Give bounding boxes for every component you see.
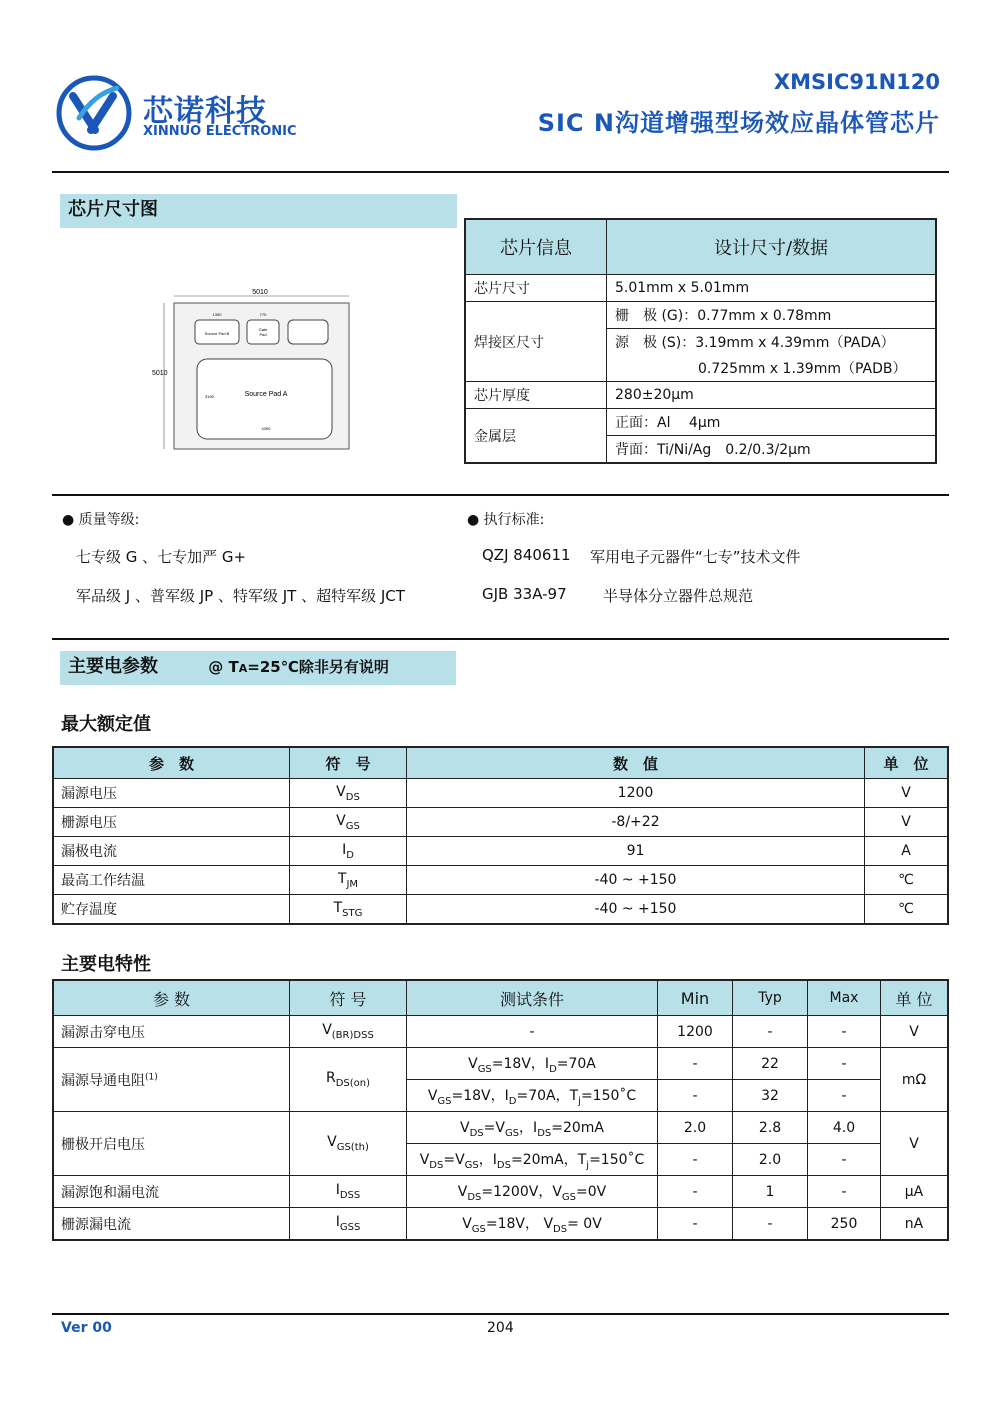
pad-source-b-value: 0.725mm x 1.39mm（PADB） [607, 355, 937, 382]
table-row [53, 895, 948, 925]
max-value: 1200 [407, 779, 865, 808]
table-row [53, 1048, 948, 1080]
max-value: -8/+22 [407, 808, 865, 837]
symbol-main: V [336, 783, 346, 800]
characteristics-title: 主要电特性 [61, 954, 151, 975]
symbol-sub: DS [345, 791, 360, 803]
char-max: - [808, 1176, 881, 1208]
params-condition-prefix: @ T [208, 658, 239, 676]
char-param: 漏源击穿电压 [53, 1016, 290, 1048]
char-min: - [658, 1080, 733, 1112]
char-min: 2.0 [658, 1112, 733, 1144]
chip-section-title: 芯片尺寸图 [60, 194, 457, 228]
pad-gate-label-b: Pad [259, 332, 267, 337]
char-max: - [808, 1144, 881, 1176]
char-param: 漏源饱和漏电流 [53, 1176, 290, 1208]
char-unit: mΩ [881, 1048, 949, 1112]
thickness-value: 280±20μm [607, 382, 937, 409]
char-header-symbol: 符 号 [290, 980, 407, 1016]
table-row [53, 1176, 948, 1208]
max-param: 漏源电压 [53, 779, 290, 808]
max-unit: A [865, 837, 949, 866]
standard-text-1: 军用电子元器件“七专”技术文件 [590, 548, 801, 566]
quality-line-2: 军品级 J 、普军级 JP 、特军级 JT 、超特军级 JCT [76, 587, 405, 605]
symbol-sub: GSS [339, 1221, 361, 1233]
char-min: - [658, 1176, 733, 1208]
pad-gate-value: 栅 极 (G)：0.77mm x 0.78mm [607, 302, 937, 329]
char-condition: $V_{DS}=V_{GS}$，$I_{DS}=20mA$ [407, 1112, 658, 1144]
metal-back-value: 背面：Ti/Ni/Ag 0.2/0.3/2μm [607, 436, 937, 464]
char-param: 栅极开启电压 [53, 1112, 290, 1176]
symbol-sub: GS(th) [336, 1141, 369, 1153]
char-condition: $V_{GS}=18V$，$I_D=70A$，$T_j=150˚C$ [407, 1080, 658, 1112]
char-typ: 22 [733, 1048, 808, 1080]
company-name-en: XINNUO ELECTRONIC [143, 124, 297, 139]
pad-size-label: 焊接区尺寸 [465, 302, 607, 382]
char-typ: - [733, 1016, 808, 1048]
max-value: -40 ~ +150 [407, 895, 865, 925]
char-unit: μA [881, 1176, 949, 1208]
standard-code-1: QZJ 840611 [482, 546, 571, 564]
chip-divider [52, 494, 949, 496]
char-min: - [658, 1144, 733, 1176]
char-symbol [290, 1016, 407, 1048]
char-symbol [290, 1112, 407, 1176]
metal-label: 金属层 [465, 409, 607, 464]
max-header-unit: 单 位 [865, 747, 949, 779]
char-unit: V [881, 1112, 949, 1176]
chip-drawing [150, 282, 355, 454]
characteristics-table [52, 979, 949, 1241]
symbol-main: V [336, 812, 346, 829]
max-header-value: 数 值 [407, 747, 865, 779]
quality-line-1: 七专级 G 、七专加严 G+ [76, 548, 247, 566]
params-condition-suffix: =25℃除非另有说明 [247, 658, 389, 676]
max-header-param: 参 数 [53, 747, 290, 779]
param-text: 漏源导通电阻 [61, 1072, 145, 1089]
char-header-min: Min [658, 980, 733, 1016]
params-condition [208, 658, 389, 676]
char-unit: nA [881, 1208, 949, 1241]
symbol-main: I [335, 1182, 340, 1199]
char-min: - [658, 1048, 733, 1080]
company-name-cn: 芯诺科技 [143, 94, 267, 129]
max-param: 栅源电压 [53, 808, 290, 837]
header-divider [52, 171, 949, 173]
char-max: 250 [808, 1208, 881, 1241]
char-symbol [290, 1208, 407, 1241]
char-header-max: Max [808, 980, 881, 1016]
char-condition: $V_{GS}=18V$， $V_{DS}= 0V$ [407, 1208, 658, 1241]
symbol-main: I [342, 841, 347, 858]
symbol-sub: JM [346, 878, 359, 890]
info-header-1: 芯片信息 [465, 219, 607, 275]
symbol-sub: DSS [339, 1189, 361, 1201]
footnote-mark: (1) [145, 1071, 158, 1082]
drawing-width-label: 5010 [252, 289, 268, 296]
max-value: 91 [407, 837, 865, 866]
symbol-sub: STG [342, 907, 363, 919]
max-unit: ℃ [865, 866, 949, 895]
char-typ: 32 [733, 1080, 808, 1112]
max-unit: ℃ [865, 895, 949, 925]
metal-front-value: 正面：Al 4μm [607, 409, 937, 436]
table-row [53, 837, 948, 866]
max-symbol [290, 895, 407, 925]
chip-size-value: 5.01mm x 5.01mm [607, 275, 937, 302]
pad-gate-label-a: Gate [258, 327, 268, 332]
symbol-sub: GS [345, 820, 360, 832]
table-row [53, 779, 948, 808]
char-typ: 1 [733, 1176, 808, 1208]
pad-a-width-dim: 4390 [261, 426, 271, 431]
char-header-param: 参 数 [53, 980, 290, 1016]
quality-heading: ● 质量等级: [62, 512, 140, 528]
document-subtitle: SIC N沟道增强型场效应晶体管芯片 [537, 109, 940, 137]
company-logo [55, 74, 133, 152]
char-header-typ: Typ [733, 980, 808, 1016]
char-typ: 2.8 [733, 1112, 808, 1144]
table-row [53, 808, 948, 837]
char-unit: V [881, 1016, 949, 1048]
params-title: 主要电参数 [68, 656, 158, 677]
max-ratings-table [52, 746, 949, 925]
max-symbol [290, 808, 407, 837]
max-ratings-title: 最大额定值 [61, 714, 151, 735]
char-condition: $V_{DS}=V_{GS}$，$I_{DS}=20mA$，$T_j=150˚C$ [407, 1144, 658, 1176]
symbol-sub: (BR)DSS [331, 1029, 374, 1041]
pad-b-dim: 1390 [212, 312, 222, 317]
symbol-main: V [327, 1134, 337, 1151]
table-row [53, 1016, 948, 1048]
info-header-2: 设计尺寸/数据 [607, 219, 937, 275]
symbol-main: T [337, 870, 347, 887]
params-section-title [60, 651, 456, 685]
params-condition-sub: A [238, 662, 248, 675]
char-max: - [808, 1048, 881, 1080]
footer-version: Ver 00 [61, 1320, 112, 1336]
table-row [53, 1112, 948, 1144]
char-symbol [290, 1176, 407, 1208]
model-number: XMSIC91N120 [773, 70, 940, 94]
char-condition: - [407, 1016, 658, 1048]
char-max: 4.0 [808, 1112, 881, 1144]
table-row [53, 866, 948, 895]
char-typ: - [733, 1208, 808, 1241]
standards-heading: ● 执行标准: [467, 512, 545, 528]
max-symbol [290, 866, 407, 895]
symbol-main: T [333, 899, 343, 916]
thickness-label: 芯片厚度 [465, 382, 607, 409]
chip-info-table [464, 218, 937, 464]
max-value: -40 ~ +150 [407, 866, 865, 895]
char-symbol [290, 1048, 407, 1112]
pad-gate-dim: 770 [259, 312, 267, 317]
max-param: 最高工作结温 [53, 866, 290, 895]
max-unit: V [865, 779, 949, 808]
table-row [53, 1208, 948, 1241]
char-condition: $V_{GS}=18V$，$I_D=70A$ [407, 1048, 658, 1080]
char-param [53, 1048, 290, 1112]
symbol-main: V [322, 1022, 332, 1039]
char-typ: 2.0 [733, 1144, 808, 1176]
max-param: 漏极电流 [53, 837, 290, 866]
footer-page-number: 204 [487, 1320, 514, 1336]
max-unit: V [865, 808, 949, 837]
symbol-main: I [335, 1214, 340, 1231]
footer-divider [52, 1313, 949, 1315]
max-symbol [290, 779, 407, 808]
symbol-sub: DS(on) [335, 1077, 371, 1089]
pad-a-height-dim: 3190 [205, 394, 214, 399]
char-min: - [658, 1208, 733, 1241]
quality-title: 质量等级: [78, 512, 140, 528]
char-max: - [808, 1080, 881, 1112]
max-header-symbol: 符 号 [290, 747, 407, 779]
pad-source-a-value: 源 极 (S)：3.19mm x 4.39mm（PADA） [607, 329, 937, 356]
symbol-main: R [325, 1070, 336, 1087]
pad-source-b-label: Source Pad B [204, 331, 230, 336]
params-divider [52, 638, 949, 640]
char-param: 栅源漏电流 [53, 1208, 290, 1241]
pad-source-a-label: Source Pad A [244, 391, 288, 398]
drawing-height-label: 5010 [152, 370, 168, 377]
char-header-unit: 单 位 [881, 980, 949, 1016]
standard-code-2: GJB 33A-97 [482, 585, 567, 603]
char-max: - [808, 1016, 881, 1048]
chip-size-label: 芯片尺寸 [465, 275, 607, 302]
char-condition: $V_{DS}=1200V$，$V_{GS}=0V$ [407, 1176, 658, 1208]
char-min: 1200 [658, 1016, 733, 1048]
symbol-sub: D [346, 849, 354, 861]
max-symbol [290, 837, 407, 866]
standard-text-2: 半导体分立器件总规范 [603, 587, 754, 605]
char-header-condition: 测试条件 [407, 980, 658, 1016]
standards-title: 执行标准: [483, 512, 545, 528]
max-param: 贮存温度 [53, 895, 290, 925]
